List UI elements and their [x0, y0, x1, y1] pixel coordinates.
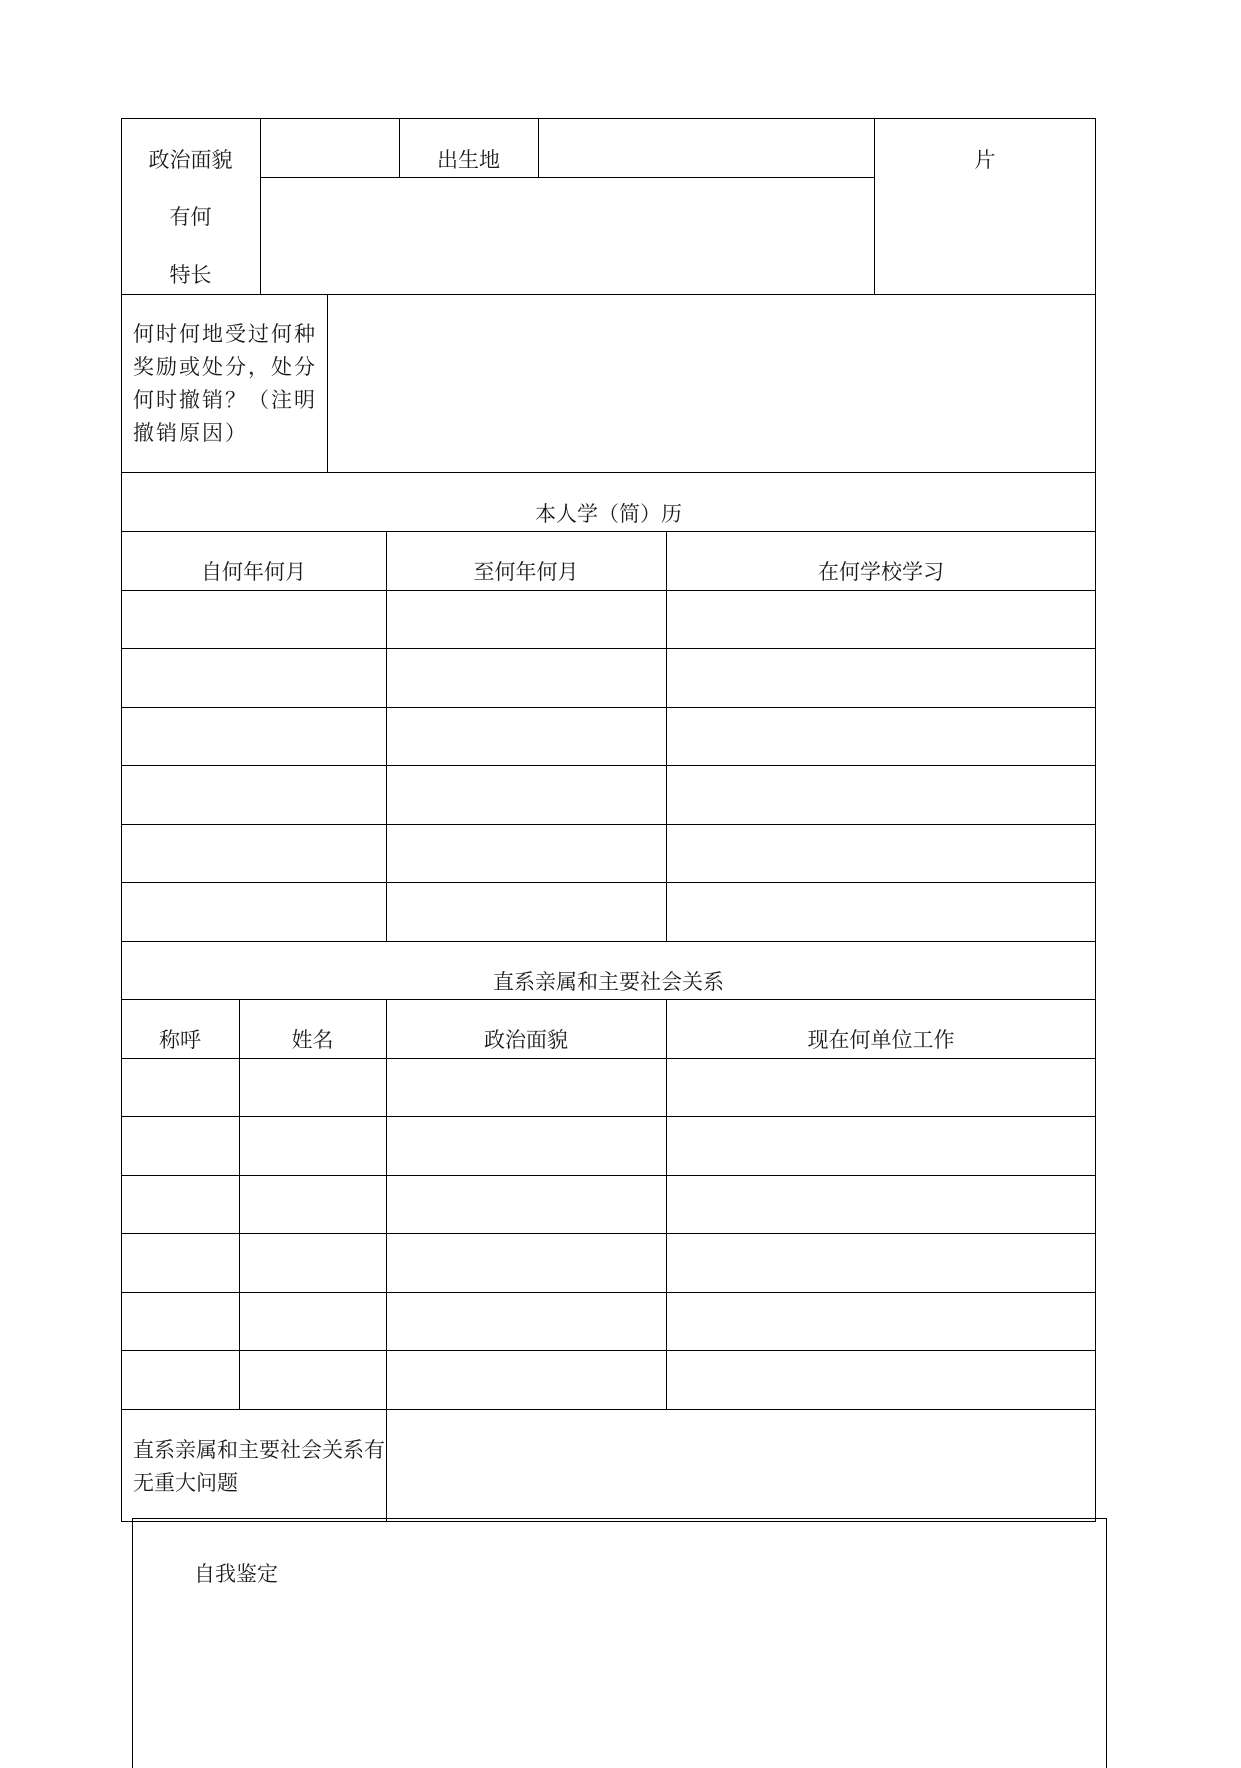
- education-col-school: 在何学校学习: [818, 560, 944, 584]
- grid-line: [121, 531, 1096, 532]
- grid-line: [121, 707, 1096, 708]
- family-col-relation: 称呼: [159, 1028, 201, 1052]
- photo-label: 片: [974, 148, 996, 172]
- grid-line: [121, 824, 1096, 825]
- grid-line: [121, 1058, 1096, 1059]
- grid-line: [121, 765, 1096, 766]
- birthplace-input[interactable]: [539, 119, 873, 176]
- grid-line: [121, 941, 1096, 942]
- self-assessment-label: 自我鉴定: [194, 1562, 278, 1586]
- specialty-label-line2: 特长: [169, 263, 212, 287]
- grid-line: [121, 882, 1096, 883]
- family-issues-label: 直系亲属和主要社会关系有无重大问题: [133, 1438, 385, 1495]
- education-col-from: 自何年何月: [201, 560, 306, 584]
- family-col-workplace: 现在何单位工作: [807, 1028, 955, 1052]
- grid-line: [666, 999, 667, 1409]
- grid-line: [121, 1175, 1096, 1176]
- birthplace-label: 出生地: [437, 148, 500, 172]
- specialty-input[interactable]: [261, 178, 873, 293]
- grid-line: [666, 531, 667, 941]
- family-title: 直系亲属和主要社会关系: [493, 970, 724, 994]
- education-col-to: 至何年何月: [473, 560, 579, 584]
- family-issues-input[interactable]: [387, 1410, 1095, 1521]
- grid-line: [121, 472, 1096, 473]
- grid-line: [121, 1116, 1096, 1117]
- political-status-label: 政治面貌: [148, 148, 233, 172]
- grid-line: [121, 1350, 1096, 1351]
- grid-line: [121, 590, 1096, 591]
- grid-line: [121, 648, 1096, 649]
- family-col-name: 姓名: [291, 1028, 334, 1052]
- grid-line: [121, 1233, 1096, 1234]
- photo-area[interactable]: [875, 180, 1095, 293]
- specialty-label-line1: 有何: [169, 205, 212, 229]
- rewards-label: 何时何地受过何种奖励或处分，处分何时撤销？（注明撤销原因）: [133, 322, 317, 445]
- political-status-input[interactable]: [261, 119, 398, 176]
- grid-line: [239, 999, 240, 1409]
- grid-line: [121, 999, 1096, 1000]
- self-assessment-box[interactable]: [132, 1518, 1107, 1768]
- rewards-input[interactable]: [328, 295, 1095, 471]
- family-col-political: 政治面貌: [484, 1028, 568, 1052]
- grid-line: [386, 531, 387, 941]
- education-title: 本人学（简）历: [535, 502, 682, 526]
- grid-line: [121, 1292, 1096, 1293]
